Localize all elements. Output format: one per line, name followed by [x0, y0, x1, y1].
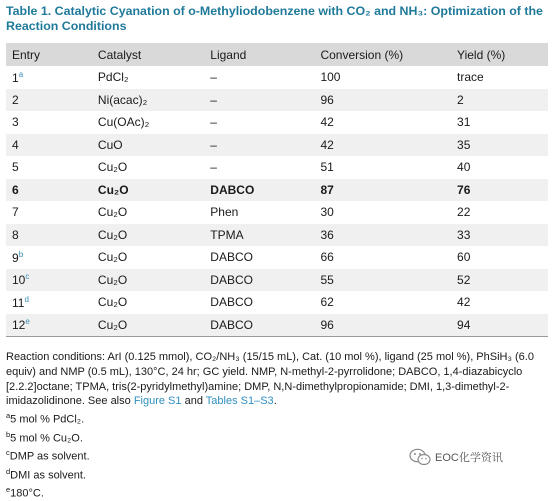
footnote-mark: c: [25, 272, 30, 282]
cell-ligand: Phen: [210, 205, 239, 220]
cell-yield: 33: [451, 224, 548, 247]
cell-catalyst: Cu₂O: [92, 224, 204, 247]
footnote-mark: a: [18, 69, 24, 79]
optimization-table: [6, 43, 548, 337]
tables-s1-s3-link[interactable]: Tables S1–S3: [205, 395, 274, 408]
table-row: [6, 89, 548, 112]
cell-yield: 94: [451, 314, 548, 337]
cell-conversion: 100: [320, 70, 341, 85]
cell-catalyst: Ni(acac)₂: [92, 89, 204, 112]
watermark: [409, 448, 503, 466]
footnote-mark: d: [24, 294, 29, 304]
table-row-optimal: [6, 179, 548, 202]
cell-conversion: 51: [320, 160, 334, 175]
cell-ligand: –: [204, 89, 314, 112]
cell-catalyst: Cu₂O: [97, 205, 128, 220]
table-row: [6, 314, 548, 337]
cell-conversion: 36: [314, 224, 451, 247]
cell-yield: 76: [451, 179, 548, 202]
wechat-icon: [409, 448, 431, 466]
cell-yield: 42: [457, 295, 471, 310]
cell-entry: 12e: [6, 314, 92, 337]
header-conversion: Conversion (%): [314, 43, 451, 66]
cell-catalyst: CuO: [92, 134, 204, 157]
table-row: [6, 224, 548, 247]
cell-conversion: 42: [314, 134, 451, 157]
cell-ligand: DABCO: [204, 179, 314, 202]
table-row: [6, 134, 548, 157]
cell-entry: 7: [12, 205, 19, 220]
table-row: [6, 269, 548, 292]
table-row: [6, 291, 548, 314]
footnote-e: $^e$180°C.: [6, 485, 44, 500]
cell-catalyst: Cu(OAc)₂: [97, 115, 150, 130]
footnote-a: $^a$5 mol % PdCl₂.: [6, 411, 85, 426]
table-title: Table 1. Catalytic Cyanation of o-Methyliodobenzene with CO₂ and NH₃: Optimization of the Reaction Conditions: [6, 4, 543, 33]
cell-catalyst: Cu₂O: [97, 160, 128, 175]
cell-yield: 52: [451, 269, 548, 292]
header-yield: Yield (%): [451, 43, 548, 66]
cell-ligand: DABCO: [210, 295, 253, 310]
cell-conversion: 66: [320, 250, 334, 265]
cell-yield: trace: [457, 70, 484, 85]
header-entry: Entry: [6, 43, 92, 66]
header-ligand: Ligand: [204, 43, 314, 66]
cell-conversion: 42: [320, 115, 334, 130]
cell-catalyst: PdCl₂: [97, 70, 129, 85]
cell-ligand: –: [204, 134, 314, 157]
cell-catalyst: Cu₂O: [97, 295, 128, 310]
cell-entry: 1$^a$: [12, 69, 24, 85]
footnote-c: $^c$DMP as solvent.: [6, 448, 90, 463]
cell-catalyst: Cu₂O: [92, 269, 204, 292]
footnote-mark: e: [25, 317, 30, 327]
cell-yield: 31: [457, 115, 471, 130]
table-notes: [6, 350, 552, 501]
footnote-b: $^b$5 mol % Cu₂O.: [6, 429, 83, 445]
cell-conversion: 62: [320, 295, 334, 310]
cell-yield: 2: [451, 89, 548, 112]
cell-ligand: TPMA: [204, 224, 314, 247]
cell-ligand: –: [210, 70, 217, 85]
cell-entry: 4: [6, 134, 92, 157]
cell-ligand: DABCO: [204, 314, 314, 337]
cell-ligand: DABCO: [210, 250, 253, 265]
cell-conversion: 96: [314, 89, 451, 112]
cell-catalyst: Cu₂O: [97, 250, 128, 265]
cell-conversion: 55: [314, 269, 451, 292]
table-row: [6, 201, 548, 224]
cell-entry: 6: [6, 179, 92, 202]
footnote-mark: b: [18, 249, 24, 259]
cell-conversion: 30: [320, 205, 334, 220]
cell-entry: 11$^d$: [12, 294, 29, 310]
watermark-text: EOC化学资讯: [435, 452, 503, 464]
cell-entry: 9$^b$: [12, 249, 24, 265]
cell-catalyst: Cu₂O: [92, 314, 204, 337]
header-catalyst: Catalyst: [92, 43, 204, 66]
cell-entry: 8: [6, 224, 92, 247]
table-row: [6, 156, 548, 179]
figure-s1-link[interactable]: Figure S1: [133, 395, 182, 408]
cell-yield: 35: [451, 134, 548, 157]
cell-conversion: 96: [314, 314, 451, 337]
cell-ligand: DABCO: [204, 269, 314, 292]
cell-yield: 22: [457, 205, 471, 220]
table-row: [6, 111, 548, 134]
cell-entry: 3: [12, 115, 19, 130]
cell-catalyst: Cu₂O: [92, 179, 204, 202]
cell-entry: 10$^c$: [6, 269, 92, 292]
cell-entry: 5: [12, 160, 19, 175]
reaction-conditions: Reaction conditions: ArI (0.125 mmol), CO₂/NH₃ (15/15 mL), Cat. (10 mol %), ligand (25 mol %), PhSiH₃ (6.0 equiv) and NMP (0.5 mL), 130°C, 24 hr; GC yield. NMP, N-methyl-2-pyrrolidone; DABCO, 1,4-diazabicyclo [2.2.2]octane; TPMA, tris(2-pyridylmethyl)amine; DMP, N,N-dimethylpropionamide; DMI, 1,3-dimethyl-2-imidazolidinone. See also Figure S1 and Tables S1–S3.: [6, 351, 534, 408]
table-row: [6, 246, 548, 269]
cell-yield: 60: [457, 250, 471, 265]
cell-yield: 40: [457, 160, 471, 175]
table-header-row: [6, 43, 548, 66]
table-row: [6, 66, 548, 89]
cell-ligand: –: [210, 115, 217, 130]
cell-ligand: –: [210, 160, 217, 175]
footnote-d: $^d$DMI as solvent.: [6, 466, 86, 482]
cell-conversion: 87: [314, 179, 451, 202]
cell-entry: 2: [6, 89, 92, 112]
